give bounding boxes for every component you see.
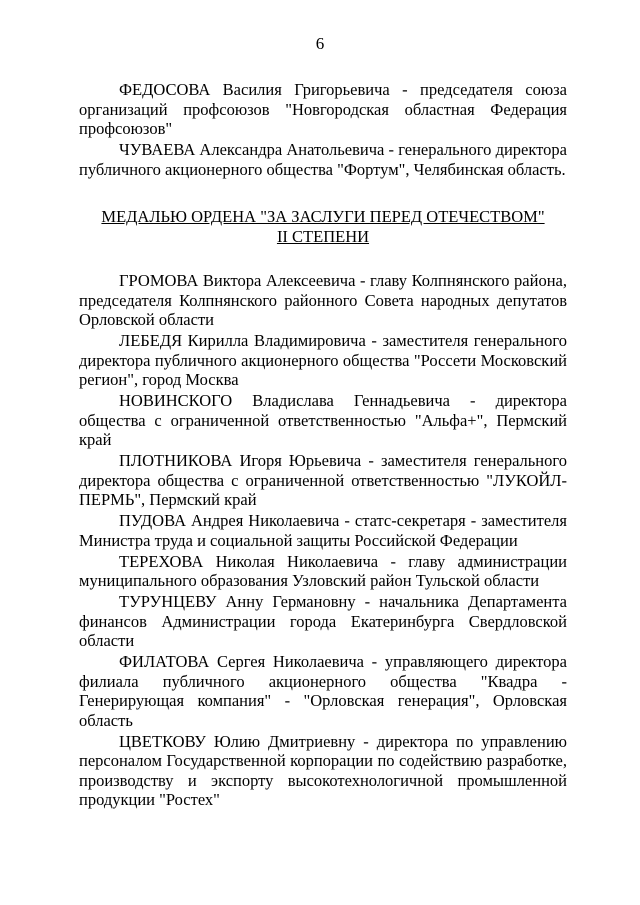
award-entry-lebed: ЛЕБЕДЯ Кирилла Владимировича - заместителя генерального директора публичного акционерного общества "Россети Московский регион", город Москва [79,331,567,389]
page-number: 6 [315,34,325,53]
section-heading [79,207,567,247]
award-entry-novinsky: НОВИНСКОГО Владислава Геннадьевича - директора общества с ограниченной ответственностью "Альфа+", Пермский край [79,391,567,449]
award-entry-tsvetkova: ЦВЕТКОВУ Юлию Дмитриевну - директора по управлению персоналом Государственной корпорации по содействию разработке, производству и экспорту высокотехнологичной промышленной продукции "Ростех" [79,731,567,809]
award-entry-gromov: ГРОМОВА Виктора Алексеевича - главу Колпнянского района, председателя Колпнянского районного Совета народных депутатов Орловской области [79,271,567,329]
award-entry-turuntseva: ТУРУНЦЕВУ Анну Германовну - начальника Департамента финансов Администрации города Екатеринбурга Свердловской области [79,592,567,650]
award-entry-pudov: ПУДОВА Андрея Николаевича - статс-секретаря - заместителя Министра труда и социальной защиты Российской Федерации [79,511,567,550]
award-entry-chuvaev: ЧУВАЕВА Александра Анатольевича - генерального директора публичного акционерного общества "Фортум", Челябинская область. [79,140,567,179]
award-entry-terekhov: ТЕРЕХОВА Николая Николаевича - главу администрации муниципального образования Узловский район Тульской области [79,551,567,590]
award-entry-fedosov: ФЕДОСОВА Василия Григорьевича - председателя союза организаций профсоюзов "Новгородская областная Федерация профсоюзов" [79,80,567,138]
award-entry-plotnikov: ПЛОТНИКОВА Игоря Юрьевича - заместителя генерального директора общества с ограниченной ответственностью "ЛУКОЙЛ-ПЕРМЬ", Пермский край [79,451,567,509]
section-heading-line1: МЕДАЛЬЮ ОРДЕНА "ЗА ЗАСЛУГИ ПЕРЕД ОТЕЧЕСТВОМ" [101,207,545,226]
award-entry-filatov: ФИЛАТОВА Сергея Николаевича - управляющего директора филиала публичного акционерного общества "Квадра - Генерирующая компания" - "Орловская генерация", Орловская область [79,652,567,730]
document-body [79,80,567,811]
section-heading-line2: II СТЕПЕНИ [276,227,370,246]
